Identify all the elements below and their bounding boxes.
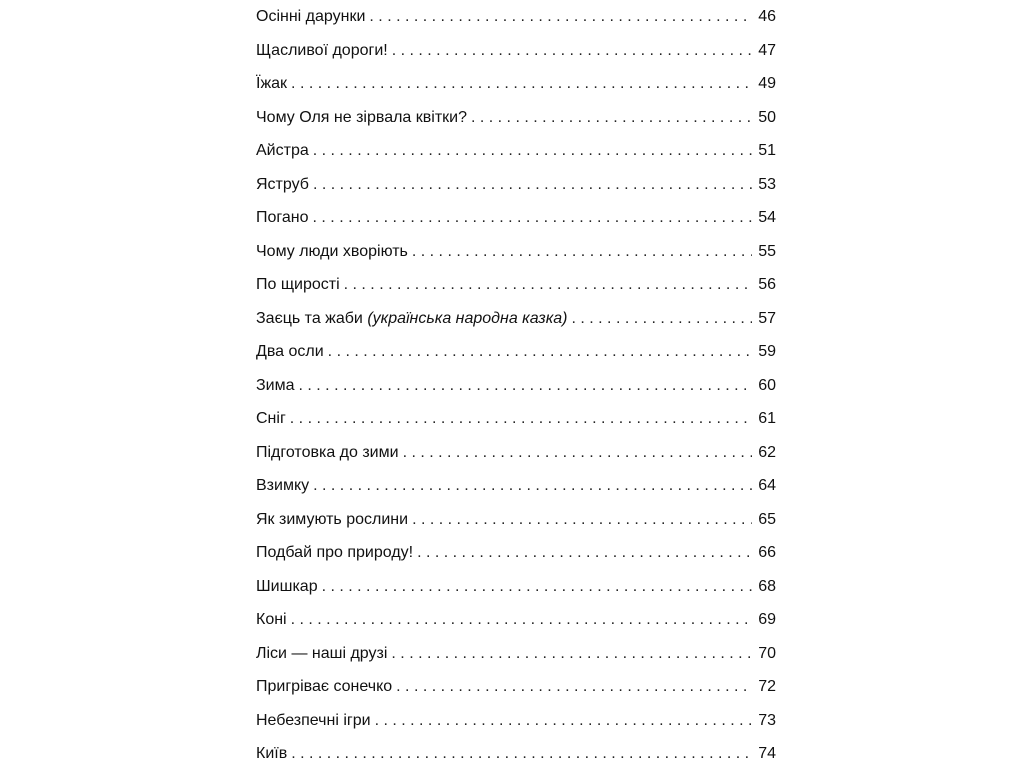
toc-dot-leader (313, 201, 752, 235)
toc-entry (256, 201, 776, 235)
toc-entry-title: Погано (256, 209, 309, 226)
toc-entry-title: Айстра (256, 142, 309, 159)
toc-page-number: 66 (758, 544, 776, 561)
toc-entry (256, 737, 776, 771)
toc-dot-leader (291, 603, 752, 637)
toc-entry (256, 34, 776, 68)
toc-page-number: 56 (758, 276, 776, 293)
toc-entry (256, 603, 776, 637)
toc-entry-title: Чому Оля не зірвала квітки? (256, 108, 467, 126)
toc-entry-title: Їжак (256, 75, 288, 92)
toc-entry-title: Пригріває сонечко (256, 678, 393, 695)
toc-page-number: 55 (758, 242, 776, 260)
toc-entry (256, 101, 776, 135)
toc-page-number: 60 (758, 376, 776, 394)
toc-entry-title: Коні (256, 611, 287, 628)
toc-page-number: 74 (758, 745, 776, 762)
toc-entry (256, 168, 776, 202)
toc-entry (256, 436, 776, 470)
toc-page-number: 46 (758, 8, 776, 25)
toc-entry (256, 0, 776, 34)
toc-dot-leader (391, 637, 752, 671)
toc-dot-leader (299, 369, 753, 403)
toc-dot-leader (375, 704, 752, 738)
toc-dot-leader (571, 302, 752, 336)
toc-entry-title: Два осли (256, 343, 324, 360)
toc-page-number: 64 (758, 477, 776, 494)
toc-entry (256, 469, 776, 503)
toc-dot-leader (412, 503, 752, 537)
toc-entry-title: Чому люди хворіють (256, 242, 408, 260)
toc-dot-leader (396, 670, 752, 704)
toc-page-number: 54 (758, 209, 776, 226)
toc-page-number: 61 (758, 410, 776, 427)
toc-entry (256, 235, 776, 269)
toc-page-number: 47 (758, 41, 776, 59)
toc-entry-title: Подбай про природу! (256, 544, 414, 561)
toc-page-number: 62 (758, 443, 776, 461)
toc-dot-leader (328, 335, 752, 369)
toc-dot-leader (403, 436, 752, 470)
toc-entry (256, 402, 776, 436)
toc-dot-leader (412, 235, 752, 269)
toc-entry-title: Осінні дарунки (256, 8, 366, 25)
toc-dot-leader (417, 536, 752, 570)
toc-entry-title: Заєць та жаби (українська народна казка) (256, 309, 568, 327)
toc-dot-leader (344, 268, 752, 302)
toc-dot-leader (471, 101, 752, 135)
toc-page-number: 72 (758, 678, 776, 695)
toc-page-number: 69 (758, 611, 776, 628)
toc-entry-title: Щасливої дороги! (256, 41, 388, 59)
toc-entry (256, 134, 776, 168)
toc-entry (256, 268, 776, 302)
toc-entry (256, 503, 776, 537)
toc-dot-leader (392, 34, 752, 68)
toc-entry-title: Шишкар (256, 577, 318, 595)
toc-page-number: 73 (758, 711, 776, 729)
toc-entry-title: По щирості (256, 276, 340, 293)
toc-entry (256, 369, 776, 403)
toc-entry-title: Зима (256, 376, 295, 394)
toc-page-number: 68 (758, 577, 776, 595)
toc-dot-leader (291, 67, 752, 101)
toc-entry (256, 637, 776, 671)
table-of-contents (256, 0, 776, 771)
toc-dot-leader (313, 168, 752, 202)
toc-page-number: 59 (758, 343, 776, 360)
toc-dot-leader (290, 402, 752, 436)
toc-page-number: 53 (758, 175, 776, 193)
toc-entry-title: Київ (256, 745, 288, 762)
toc-entry-title: Ліси — наші друзі (256, 644, 388, 662)
toc-dot-leader (369, 0, 752, 34)
toc-page-number: 51 (758, 142, 776, 159)
toc-entry-title: Взимку (256, 477, 310, 494)
toc-entry-title: Сніг (256, 410, 286, 427)
toc-entry-title: Підготовка до зими (256, 443, 399, 461)
toc-dot-leader (313, 134, 752, 168)
toc-entry (256, 704, 776, 738)
toc-dot-leader (322, 570, 752, 604)
toc-page-number: 57 (758, 309, 776, 327)
toc-entry-title: Як зимують рослини (256, 510, 409, 528)
toc-page-number: 65 (758, 510, 776, 528)
toc-page-number: 50 (758, 108, 776, 126)
toc-entry-title: Яструб (256, 175, 309, 193)
toc-dot-leader (291, 737, 752, 771)
toc-entry (256, 302, 776, 336)
toc-page-number: 49 (758, 75, 776, 92)
toc-entry (256, 670, 776, 704)
toc-entry-title: Небезпечні ігри (256, 711, 371, 729)
toc-page-number: 70 (758, 644, 776, 662)
toc-entry (256, 67, 776, 101)
toc-entry (256, 536, 776, 570)
toc-entry (256, 570, 776, 604)
toc-entry (256, 335, 776, 369)
toc-dot-leader (313, 469, 752, 503)
